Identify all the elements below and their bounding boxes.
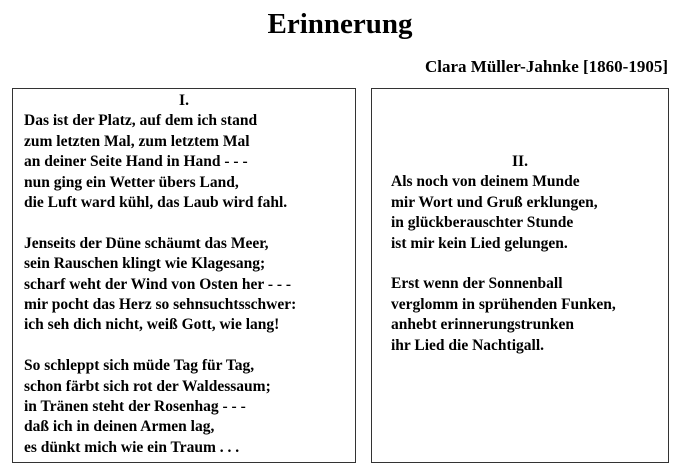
poem-title: Erinnerung: [267, 8, 413, 40]
verse-line: an deiner Seite Hand in Hand - - -: [24, 153, 248, 171]
verse-line: zum letzten Mal, zum letztem Mal: [24, 132, 250, 150]
verse-line: Das ist der Platz, auf dem ich stand: [24, 112, 258, 130]
section-1-box: [12, 88, 356, 463]
poem-author: Clara Müller-Jahnke [1860-1905]: [424, 57, 668, 76]
verse-line: daß ich in deinen Armen lag,: [24, 418, 215, 436]
verse-line: sein Rauschen klingt wie Klagesang;: [24, 255, 266, 273]
section-2-stanza-2: [391, 274, 668, 356]
section-1-stanza-3: [24, 356, 355, 458]
verse-line: mir Wort und Gruß erklungen,: [391, 193, 598, 211]
section-2-box: [371, 88, 669, 463]
section-1-stanza-1: [24, 111, 355, 213]
verse-line: es dünkt mich wie ein Traum . . .: [24, 438, 240, 456]
verse-line: in glückberauschter Stunde: [391, 214, 574, 232]
verse-line: in Tränen steht der Rosenhag - - -: [24, 398, 246, 416]
section-2-stanza-1: [391, 172, 668, 254]
verse-line: anhebt erinnerungstrunken: [391, 316, 575, 334]
verse-line: nun ging ein Wetter übers Land,: [24, 173, 239, 191]
verse-line: So schleppt sich müde Tag für Tag,: [24, 357, 255, 375]
verse-line: die Luft ward kühl, das Laub wird fahl.: [24, 194, 288, 212]
section-1-numeral: I.: [179, 92, 189, 109]
verse-line: Jenseits der Düne schäumt das Meer,: [24, 234, 269, 252]
verse-line: schon färbt sich rot der Waldessaum;: [24, 377, 271, 395]
verse-line: Erst wenn der Sonnenball: [391, 275, 563, 293]
verse-line: ich seh dich nicht, weiß Gott, wie lang!: [24, 316, 280, 334]
section-2-numeral: II.: [512, 153, 528, 170]
verse-line: ihr Lied die Nachtigall.: [391, 336, 545, 354]
section-1-stanza-2: [24, 234, 355, 336]
verse-line: Als noch von deinem Munde: [391, 173, 580, 191]
verse-line: mir pocht das Herz so sehnsuchtsschwer:: [24, 296, 297, 314]
verse-line: ist mir kein Lied gelungen.: [391, 234, 568, 252]
verse-line: scharf weht der Wind von Osten her - - -: [24, 275, 292, 293]
verse-line: verglomm in sprühenden Funken,: [391, 295, 616, 313]
